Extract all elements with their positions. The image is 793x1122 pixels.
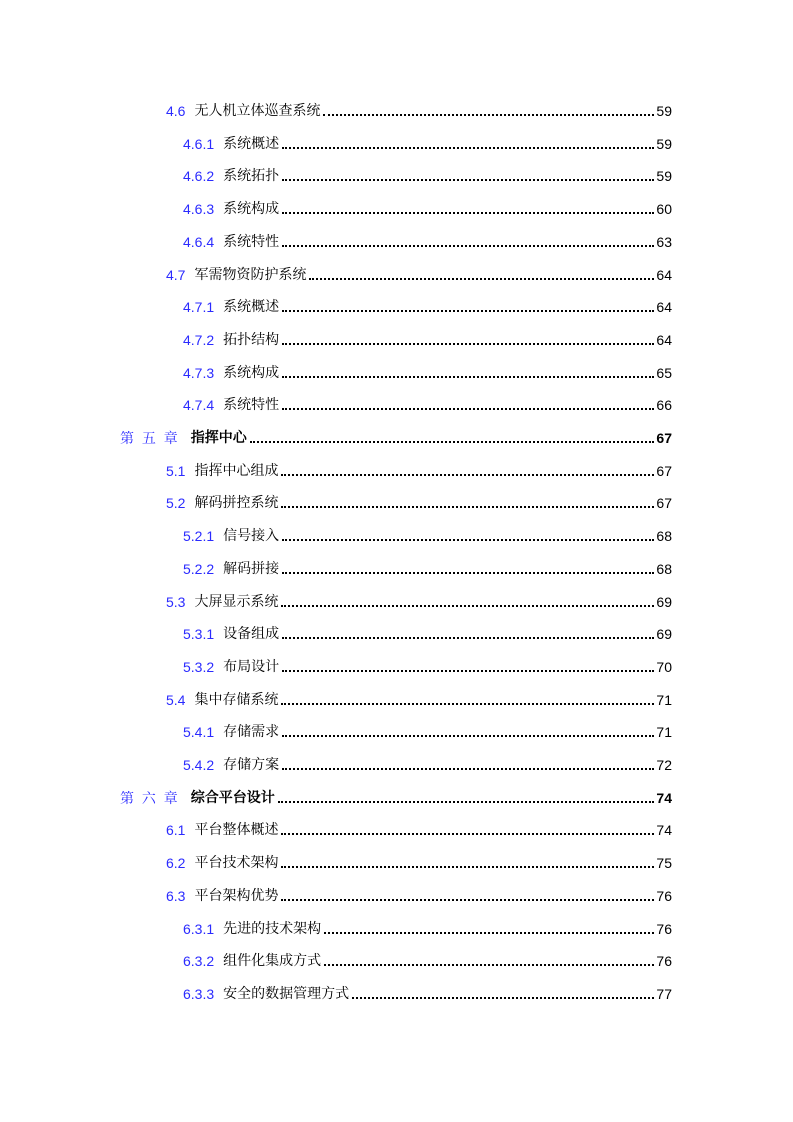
toc-entry-title: 解码拼接 xyxy=(223,560,280,577)
toc-entry-title: 解码拼控系统 xyxy=(194,495,279,512)
toc-dot-leader xyxy=(281,833,654,835)
toc-entry[interactable] xyxy=(0,523,672,545)
toc-entry-number: 4.7.1 xyxy=(183,299,215,316)
toc-entry-page-number: 63 xyxy=(656,233,672,250)
toc-entry-number: 6.2 xyxy=(166,855,186,872)
toc-entry[interactable] xyxy=(0,687,672,709)
toc-entry[interactable] xyxy=(0,131,672,153)
toc-dot-leader xyxy=(324,964,654,966)
toc-entry-number: 6.3.2 xyxy=(183,953,215,970)
toc-entry-page-number: 74 xyxy=(656,789,672,806)
toc-entry-title: 拓扑结构 xyxy=(223,331,280,348)
toc-dot-leader xyxy=(250,441,655,443)
toc-dot-leader xyxy=(281,506,654,508)
toc-entry-page-number: 66 xyxy=(656,397,672,414)
toc-dot-leader xyxy=(282,670,654,672)
toc-entry-page-number: 76 xyxy=(656,920,672,937)
toc-dot-leader xyxy=(282,343,654,345)
toc-entry-page-number: 60 xyxy=(656,201,672,218)
toc-entry-title: 指挥中心组成 xyxy=(194,462,279,479)
toc-entry-page-number: 74 xyxy=(656,822,672,839)
toc-entry-title: 信号接入 xyxy=(223,528,280,545)
toc-entry[interactable] xyxy=(0,948,672,970)
toc-entry-page-number: 64 xyxy=(656,331,672,348)
toc-dot-leader xyxy=(282,376,654,378)
toc-entry[interactable] xyxy=(0,850,672,872)
toc-entry-page-number: 65 xyxy=(656,364,672,381)
toc-entry-number: 6.3 xyxy=(166,887,186,904)
toc-entry[interactable] xyxy=(0,163,672,185)
toc-entry-number: 5.2.1 xyxy=(183,528,215,545)
toc-entry-title: 布局设计 xyxy=(223,658,280,675)
toc-entry[interactable] xyxy=(0,360,672,382)
toc-dot-leader xyxy=(281,866,654,868)
toc-entry-page-number: 67 xyxy=(656,430,672,446)
toc-entry-title: 平台整体概述 xyxy=(194,822,279,839)
toc-entry-number: 4.6.3 xyxy=(183,201,215,218)
toc-entry-number: 4.6 xyxy=(166,103,186,119)
toc-entry-title: 平台架构优势 xyxy=(194,887,279,904)
toc-entry-title: 设备组成 xyxy=(223,626,280,643)
toc-entry-page-number: 64 xyxy=(656,266,672,283)
toc-entry[interactable] xyxy=(0,916,672,938)
toc-entry[interactable] xyxy=(0,719,672,741)
toc-entry-title: 系统特性 xyxy=(223,397,280,414)
toc-entry-number: 5.4 xyxy=(166,691,186,708)
toc-entry-page-number: 76 xyxy=(656,887,672,904)
toc-entry-number: 第 六 章 xyxy=(120,789,180,806)
toc-entry-number: 5.1 xyxy=(166,462,186,479)
toc-chapter-entry[interactable] xyxy=(0,425,672,447)
toc-chapter-entry[interactable] xyxy=(0,785,672,807)
toc-entry-page-number: 67 xyxy=(656,462,672,479)
toc-dot-leader xyxy=(278,801,655,803)
toc-entry[interactable] xyxy=(0,490,672,512)
toc-entry[interactable] xyxy=(0,589,672,611)
toc-entry[interactable] xyxy=(0,883,672,905)
toc-entry-number: 4.7.2 xyxy=(183,331,215,348)
toc-dot-leader xyxy=(282,245,654,247)
toc-entry-number: 4.6.1 xyxy=(183,135,215,152)
toc-entry-page-number: 77 xyxy=(656,985,672,1002)
toc-entry-title: 系统构成 xyxy=(223,201,280,218)
toc-entry-number: 5.4.2 xyxy=(183,757,215,773)
toc-entry-title: 存储需求 xyxy=(223,724,280,741)
toc-entry[interactable] xyxy=(0,556,672,578)
toc-entry[interactable] xyxy=(0,294,672,316)
toc-entry[interactable] xyxy=(0,981,672,1003)
toc-entry-title: 先进的技术架构 xyxy=(223,920,322,937)
toc-entry[interactable] xyxy=(0,817,672,839)
toc-entry-page-number: 59 xyxy=(656,135,672,152)
toc-entry-page-number: 67 xyxy=(656,495,672,512)
toc-entry-number: 4.6.4 xyxy=(183,233,215,250)
toc-dot-leader xyxy=(282,310,654,312)
toc-entry-number: 第 五 章 xyxy=(120,430,180,446)
toc-dot-leader xyxy=(282,408,654,410)
toc-entry-number: 5.3 xyxy=(166,593,186,610)
toc-entry[interactable] xyxy=(0,458,672,480)
toc-dot-leader xyxy=(282,539,654,541)
toc-entry-title: 组件化集成方式 xyxy=(223,953,322,970)
toc-entry-number: 4.7 xyxy=(166,266,186,283)
toc-entry-page-number: 70 xyxy=(656,658,672,675)
toc-entry[interactable] xyxy=(0,98,672,120)
toc-entry[interactable] xyxy=(0,654,672,676)
toc-dot-leader xyxy=(281,605,654,607)
toc-entry-title: 平台技术架构 xyxy=(194,855,279,872)
toc-entry-title: 军需物资防护系统 xyxy=(194,266,307,283)
toc-entry[interactable] xyxy=(0,196,672,218)
toc-dot-leader xyxy=(323,114,654,116)
toc-entry-title: 大屏显示系统 xyxy=(194,593,279,610)
toc-entry-page-number: 72 xyxy=(656,757,672,773)
toc-entry-title: 无人机立体巡查系统 xyxy=(194,103,321,119)
toc-entry-number: 6.3.1 xyxy=(183,920,215,937)
toc-dot-leader xyxy=(282,735,654,737)
toc-entry-number: 4.7.3 xyxy=(183,364,215,381)
toc-entry-page-number: 69 xyxy=(656,593,672,610)
toc-entry-page-number: 59 xyxy=(656,103,672,119)
toc-entry-page-number: 68 xyxy=(656,560,672,577)
toc-entry[interactable] xyxy=(0,621,672,643)
toc-dot-leader xyxy=(282,637,654,639)
toc-entry-title: 系统拓扑 xyxy=(223,168,280,185)
toc-entry-page-number: 71 xyxy=(656,691,672,708)
toc-entry[interactable] xyxy=(0,752,672,774)
toc-entry-title: 系统构成 xyxy=(223,364,280,381)
toc-dot-leader xyxy=(282,147,654,149)
toc-dot-leader xyxy=(282,572,654,574)
toc-entry-number: 6.1 xyxy=(166,822,186,839)
toc-entry[interactable] xyxy=(0,392,672,414)
toc-entry-number: 6.3.3 xyxy=(183,985,215,1002)
toc-entry-number: 5.4.1 xyxy=(183,724,215,741)
toc-entry-page-number: 59 xyxy=(656,168,672,185)
toc-dot-leader xyxy=(282,768,654,770)
toc-entry[interactable] xyxy=(0,229,672,251)
toc-dot-leader xyxy=(309,278,654,280)
toc-dot-leader xyxy=(281,474,654,476)
toc-entry-number: 5.2.2 xyxy=(183,560,215,577)
toc-entry-title: 综合平台设计 xyxy=(190,789,275,806)
toc-entry-title: 安全的数据管理方式 xyxy=(223,985,350,1002)
toc-entry-page-number: 68 xyxy=(656,528,672,545)
toc-entry-title: 系统概述 xyxy=(223,299,280,316)
toc-entry-page-number: 76 xyxy=(656,953,672,970)
toc-dot-leader xyxy=(281,703,654,705)
toc-entry-number: 5.3.1 xyxy=(183,626,215,643)
toc-dot-leader xyxy=(282,179,654,181)
toc-dot-leader xyxy=(324,932,654,934)
toc-dot-leader xyxy=(352,997,654,999)
toc-entry-title: 存储方案 xyxy=(223,757,280,773)
toc-entry[interactable] xyxy=(0,327,672,349)
toc-entry-number: 4.7.4 xyxy=(183,397,215,414)
toc-entry-title: 系统概述 xyxy=(223,135,280,152)
toc-dot-leader xyxy=(282,212,654,214)
toc-entry-page-number: 71 xyxy=(656,724,672,741)
toc-entry-number: 5.2 xyxy=(166,495,186,512)
toc-entry-number: 5.3.2 xyxy=(183,658,215,675)
toc-entry-title: 集中存储系统 xyxy=(194,691,279,708)
toc-entry-number: 4.6.2 xyxy=(183,168,215,185)
toc-entry-page-number: 64 xyxy=(656,299,672,316)
toc-entry-page-number: 69 xyxy=(656,626,672,643)
toc-entry-title: 系统特性 xyxy=(223,233,280,250)
toc-entry[interactable] xyxy=(0,262,672,284)
toc-dot-leader xyxy=(281,899,654,901)
toc-entry-title: 指挥中心 xyxy=(190,430,247,446)
toc-entry-page-number: 75 xyxy=(656,855,672,872)
